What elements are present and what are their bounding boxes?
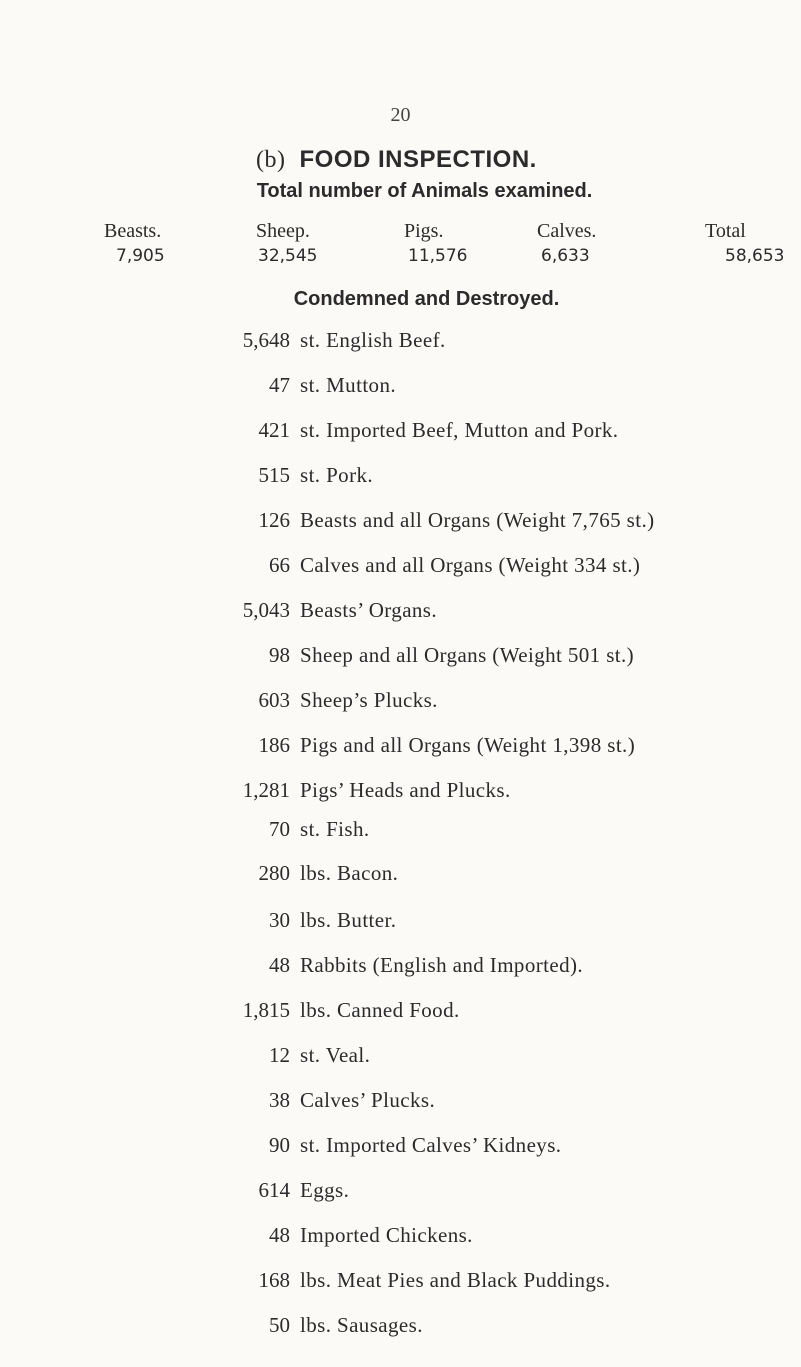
col-label-calves: Calves. xyxy=(537,220,597,242)
item-quantity: 47 xyxy=(269,373,290,397)
item-quantity: 280 xyxy=(258,861,290,885)
item-quantity: 98 xyxy=(269,643,290,667)
section-title-text: FOOD INSPECTION. xyxy=(299,146,537,173)
item-description: Sheep’s Plucks. xyxy=(300,688,438,712)
item-description: Rabbits (English and Imported). xyxy=(300,953,584,977)
list-item xyxy=(0,998,801,1028)
list-item xyxy=(0,553,801,583)
list-item xyxy=(0,1178,801,1208)
col-label-beasts: Beasts. xyxy=(104,220,162,242)
list-item xyxy=(0,1223,801,1253)
item-description: st. Imported Calves’ Kidneys. xyxy=(300,1133,562,1157)
list-item xyxy=(0,508,801,538)
col-label-pigs: Pigs. xyxy=(404,220,444,242)
list-item xyxy=(0,598,801,628)
item-description: Imported Chickens. xyxy=(300,1223,473,1247)
list-item xyxy=(0,778,801,808)
item-quantity: 66 xyxy=(269,553,290,577)
item-description: Pigs and all Organs (Weight 1,398 st.) xyxy=(300,733,636,757)
item-description: lbs. Meat Pies and Black Puddings. xyxy=(300,1268,611,1292)
item-quantity: 5,648 xyxy=(242,328,290,352)
col-value-sheep: 32,545 xyxy=(258,246,318,266)
item-description: Calves and all Organs (Weight 334 st.) xyxy=(300,553,641,577)
item-description: Beasts’ Organs. xyxy=(300,598,438,622)
item-quantity: 5,043 xyxy=(242,598,290,622)
item-description: lbs. Butter. xyxy=(300,908,397,932)
item-description: st. Fish. xyxy=(300,817,370,841)
item-description: st. Mutton. xyxy=(300,373,396,397)
list-item xyxy=(0,908,801,938)
item-description: lbs. Canned Food. xyxy=(300,998,460,1022)
section-marker: (b) xyxy=(256,147,286,173)
item-quantity: 515 xyxy=(258,463,290,487)
item-quantity: 186 xyxy=(258,733,290,757)
item-description: Pigs’ Heads and Plucks. xyxy=(300,778,511,802)
item-description: st. Veal. xyxy=(300,1043,371,1067)
item-quantity: 603 xyxy=(258,688,290,712)
list-item xyxy=(0,1268,801,1298)
item-description: Beasts and all Organs (Weight 7,765 st.) xyxy=(300,508,655,532)
list-item xyxy=(0,1133,801,1163)
item-description: Sheep and all Organs (Weight 501 st.) xyxy=(300,643,635,667)
list-item xyxy=(0,1313,801,1343)
section-title xyxy=(256,146,537,174)
item-quantity: 126 xyxy=(258,508,290,532)
item-quantity: 12 xyxy=(269,1043,290,1067)
col-label-sheep: Sheep. xyxy=(256,220,310,242)
page-number: 20 xyxy=(390,104,411,126)
list-item xyxy=(0,463,801,493)
list-item xyxy=(0,733,801,763)
item-description: Calves’ Plucks. xyxy=(300,1088,436,1112)
item-quantity: 30 xyxy=(269,908,290,932)
item-description: st. Imported Beef, Mutton and Pork. xyxy=(300,418,619,442)
item-quantity: 50 xyxy=(269,1313,290,1337)
item-description: lbs. Bacon. xyxy=(300,861,399,885)
item-description: st. Pork. xyxy=(300,463,374,487)
list-item xyxy=(0,953,801,983)
list-item xyxy=(0,643,801,673)
item-quantity: 421 xyxy=(258,418,290,442)
item-quantity: 48 xyxy=(269,953,290,977)
col-label-total: Total xyxy=(705,220,746,242)
list-item xyxy=(0,418,801,448)
list-item xyxy=(0,861,801,891)
list-item xyxy=(0,1088,801,1118)
item-quantity: 48 xyxy=(269,1223,290,1247)
col-value-pigs: 11,576 xyxy=(408,246,468,266)
item-description: st. English Beef. xyxy=(300,328,446,352)
item-quantity: 38 xyxy=(269,1088,290,1112)
item-quantity: 90 xyxy=(269,1133,290,1157)
item-description: lbs. Sausages. xyxy=(300,1313,423,1337)
list-item xyxy=(0,328,801,358)
item-quantity: 168 xyxy=(258,1268,290,1292)
condemned-heading: Condemned and Destroyed. xyxy=(293,288,560,310)
item-quantity: 1,815 xyxy=(242,998,290,1022)
examined-heading: Total number of Animals examined. xyxy=(256,180,593,202)
col-value-calves: 6,633 xyxy=(541,246,590,266)
col-value-beasts: 7,905 xyxy=(116,246,165,266)
item-quantity: 1,281 xyxy=(242,778,290,802)
item-quantity: 614 xyxy=(258,1178,290,1202)
list-item xyxy=(0,373,801,403)
list-item xyxy=(0,817,801,847)
list-item xyxy=(0,1043,801,1073)
list-item xyxy=(0,688,801,718)
item-quantity: 70 xyxy=(269,817,290,841)
item-description: Eggs. xyxy=(300,1178,350,1202)
col-value-total: 58,653 xyxy=(725,246,785,266)
